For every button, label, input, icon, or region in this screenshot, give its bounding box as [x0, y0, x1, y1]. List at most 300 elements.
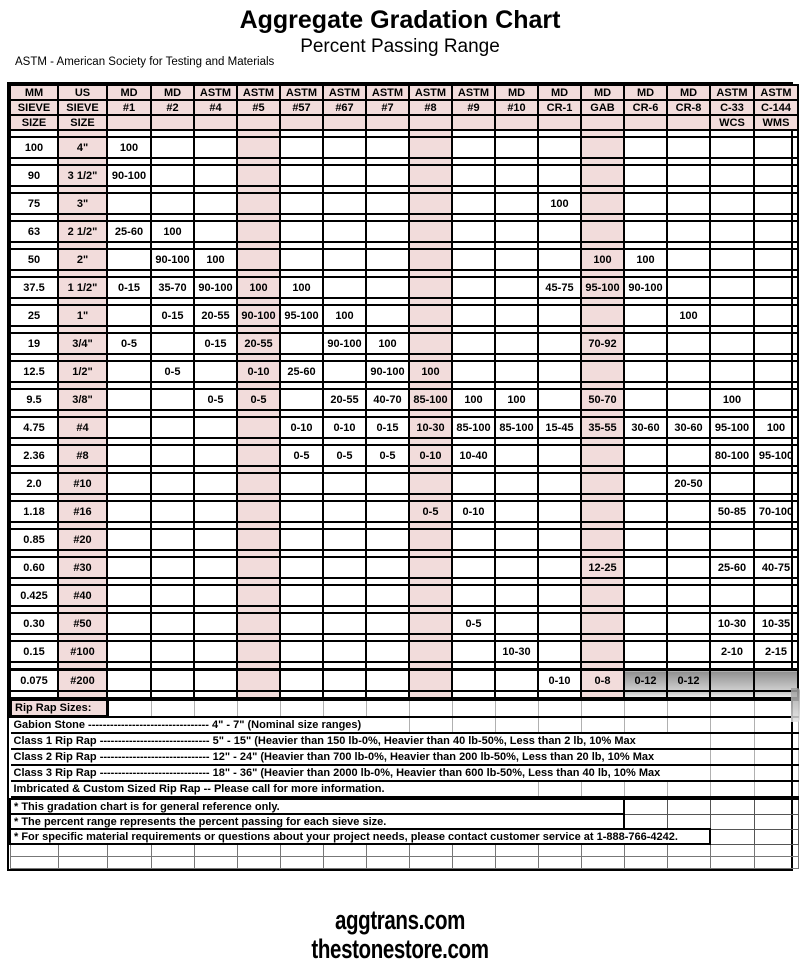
spacer-cell [624, 130, 667, 137]
spacer-cell [280, 158, 323, 165]
spacer-cell [754, 326, 798, 333]
grid-cell [495, 333, 538, 354]
col-header-cr-8: CR-8 [667, 100, 710, 115]
grid-cell [495, 557, 538, 578]
grid-cell: 0-10 [237, 361, 280, 382]
spacer-cell [538, 494, 581, 501]
astm-legend: ASTM - American Society for Testing and Materials [15, 56, 275, 68]
spacer-cell [151, 354, 194, 361]
spacer-cell [495, 270, 538, 277]
spacer-cell [710, 550, 754, 557]
grid-cell [366, 585, 409, 606]
spacer-cell [10, 354, 58, 361]
spacer-cell [754, 270, 798, 277]
spacer-cell [58, 550, 107, 557]
grid-cell [151, 417, 194, 438]
spacer-row [10, 438, 798, 445]
spacer-cell [237, 634, 280, 641]
grid-cell [495, 361, 538, 382]
blank-cell [624, 857, 667, 869]
spacer-cell [409, 466, 452, 473]
spacer-cell [280, 298, 323, 305]
spacer-cell [280, 522, 323, 529]
spacer-cell [581, 242, 624, 249]
spacer-cell [495, 354, 538, 361]
mm-sieve-cell: 100 [10, 137, 58, 158]
grid-cell: 95-100 [581, 277, 624, 298]
spacer-cell [452, 130, 495, 137]
col-header-c-33: C-33 [710, 100, 754, 115]
grid-cell: 95-100 [280, 305, 323, 326]
grid-cell [667, 137, 710, 158]
spacer-cell [667, 242, 710, 249]
col-header-cr-6: CR-6 [624, 100, 667, 115]
spacer-cell [538, 606, 581, 613]
grid-cell: 0-5 [107, 333, 151, 354]
riprap-empty-cell [625, 700, 668, 717]
mm-sieve-cell: 2.36 [10, 445, 58, 466]
grid-cell [151, 193, 194, 214]
spacer-cell [495, 466, 538, 473]
grid-cell [667, 389, 710, 410]
riprap-empty-cell [582, 781, 625, 797]
spacer-cell [151, 522, 194, 529]
grid-cell [581, 165, 624, 186]
spacer-row [10, 466, 798, 473]
spacer-cell [10, 410, 58, 417]
spacer-cell [58, 522, 107, 529]
table-row [10, 473, 798, 494]
spacer-cell [581, 691, 624, 698]
spacer-cell [10, 466, 58, 473]
spacer-cell [667, 438, 710, 445]
blank-cell [667, 857, 710, 869]
mm-sieve-cell: 0.425 [10, 585, 58, 606]
grid-cell: 20-50 [667, 473, 710, 494]
spacer-cell [323, 270, 366, 277]
grid-cell [710, 529, 754, 550]
grid-cell [754, 361, 798, 382]
spacer-cell [452, 634, 495, 641]
grid-cell [280, 585, 323, 606]
grid-cell: 100 [667, 305, 710, 326]
grid-cell: 2-10 [710, 641, 754, 662]
riprap-row [11, 717, 799, 734]
grid-cell: 85-100 [452, 417, 495, 438]
us-sieve-cell: #200 [58, 670, 107, 692]
grid-cell [495, 501, 538, 522]
spacer-cell [710, 522, 754, 529]
spacer-cell [538, 522, 581, 529]
spacer-cell [151, 578, 194, 585]
riprap-empty-cell [668, 717, 711, 734]
grid-cell [151, 137, 194, 158]
spacer-cell [151, 298, 194, 305]
blank-cell [538, 844, 581, 857]
mm-sieve-cell: 1.18 [10, 501, 58, 522]
grid-cell [151, 529, 194, 550]
blank-cell [280, 857, 323, 869]
spacer-cell [409, 634, 452, 641]
table-row [10, 249, 798, 270]
spacer-cell [452, 494, 495, 501]
spacer-cell [107, 466, 151, 473]
spacer-cell [10, 186, 58, 193]
spacer-cell [10, 662, 58, 670]
spacer-cell [581, 270, 624, 277]
spacer-cell [280, 466, 323, 473]
spacer-cell [194, 270, 237, 277]
spacer-cell [538, 410, 581, 417]
grid-cell [323, 137, 366, 158]
riprap-empty-cell [625, 781, 668, 797]
riprap-empty-cell [453, 717, 496, 734]
grid-cell [237, 613, 280, 634]
grid-cell [194, 585, 237, 606]
grid-cell [151, 585, 194, 606]
mm-sieve-cell: 0.15 [10, 641, 58, 662]
spacer-cell [151, 186, 194, 193]
spacer-cell [667, 634, 710, 641]
grid-cell [409, 473, 452, 494]
blank-cell [58, 844, 107, 857]
note-text: * The percent range represents the percent passing for each sieve size. [10, 814, 624, 829]
spacer-cell [581, 494, 624, 501]
grid-cell [452, 557, 495, 578]
col-header-num8: ASTM [409, 85, 452, 100]
grid-cell [581, 473, 624, 494]
spacer-cell [710, 494, 754, 501]
spacer-row [10, 606, 798, 613]
grid-cell [710, 221, 754, 242]
grid-cell [409, 221, 452, 242]
grid-cell: 0-5 [194, 389, 237, 410]
spacer-cell [366, 466, 409, 473]
blank-cell [280, 844, 323, 857]
spacer-cell [667, 494, 710, 501]
grid-cell [366, 221, 409, 242]
grid-cell [237, 473, 280, 494]
grid-cell [452, 249, 495, 270]
grid-cell [624, 445, 667, 466]
grid-cell: 90-100 [107, 165, 151, 186]
grid-cell [667, 165, 710, 186]
spacer-row [10, 662, 798, 670]
grid-cell: 50-70 [581, 389, 624, 410]
grid-cell: 0-15 [151, 305, 194, 326]
grid-cell [624, 473, 667, 494]
table-row [10, 333, 798, 354]
blank-cell [366, 857, 409, 869]
spacer-cell [151, 438, 194, 445]
riprap-empty-cell [755, 733, 799, 749]
spacer-cell [58, 158, 107, 165]
spacer-cell [151, 158, 194, 165]
spacer-cell [754, 606, 798, 613]
grid-cell [280, 501, 323, 522]
col-header-gab: MD [581, 85, 624, 100]
grid-cell [581, 445, 624, 466]
grid-cell [237, 641, 280, 662]
scan-shadow-artifact [791, 688, 800, 722]
grid-cell: 0-10 [538, 670, 581, 692]
grid-cell [538, 641, 581, 662]
blank-cell [10, 844, 58, 857]
spacer-cell [58, 382, 107, 389]
spacer-cell [754, 578, 798, 585]
col-header-sieve: SIZE [10, 115, 58, 130]
spacer-cell [710, 158, 754, 165]
grid-cell [107, 445, 151, 466]
spacer-cell [151, 606, 194, 613]
note-empty-cell [754, 799, 798, 814]
grid-cell [624, 361, 667, 382]
grid-cell [409, 305, 452, 326]
spacer-row [10, 494, 798, 501]
blank-cell [495, 857, 538, 869]
spacer-cell [538, 634, 581, 641]
spacer-cell [58, 691, 107, 698]
spacer-cell [624, 242, 667, 249]
spacer-row [10, 522, 798, 529]
spacer-cell [409, 550, 452, 557]
spacer-cell [581, 214, 624, 221]
spacer-cell [624, 382, 667, 389]
spacer-cell [194, 130, 237, 137]
grid-cell [366, 137, 409, 158]
grid-cell [754, 165, 798, 186]
grid-cell: 0-10 [409, 445, 452, 466]
grid-cell [452, 473, 495, 494]
grid-cell [280, 193, 323, 214]
grid-cell [754, 193, 798, 214]
grid-cell: 30-60 [667, 417, 710, 438]
us-sieve-cell: 2" [58, 249, 107, 270]
spacer-cell [323, 382, 366, 389]
riprap-empty-cell [668, 781, 711, 797]
spacer-cell [323, 354, 366, 361]
blank-cell [624, 844, 667, 857]
riprap-empty-cell [453, 700, 496, 717]
riprap-empty-cell [711, 781, 755, 797]
spacer-cell [323, 691, 366, 698]
grid-cell [366, 670, 409, 692]
grid-cell [409, 137, 452, 158]
riprap-line: Gabion Stone --------------------------------- 4" - 7" (Nominal size ranges) [11, 717, 410, 734]
col-header-num67: #67 [323, 100, 366, 115]
grid-cell: 25-60 [710, 557, 754, 578]
grid-cell: 100 [624, 249, 667, 270]
spacer-cell [58, 130, 107, 137]
grid-cell [194, 221, 237, 242]
spacer-cell [366, 691, 409, 698]
blank-cell [107, 844, 151, 857]
grid-cell [409, 641, 452, 662]
blank-cell [710, 844, 754, 857]
blank-cell [452, 844, 495, 857]
grid-cell: 90-100 [194, 277, 237, 298]
grid-cell: 0-5 [409, 501, 452, 522]
spacer-cell [581, 466, 624, 473]
spacer-cell [323, 634, 366, 641]
spacer-cell [495, 158, 538, 165]
blank-cell [754, 857, 798, 869]
spacer-cell [581, 354, 624, 361]
spacer-cell [237, 214, 280, 221]
spacer-cell [452, 550, 495, 557]
spacer-cell [754, 494, 798, 501]
grid-cell: 0-8 [581, 670, 624, 692]
grid-cell [237, 193, 280, 214]
grid-cell [452, 305, 495, 326]
spacer-cell [624, 158, 667, 165]
spacer-cell [409, 410, 452, 417]
grid-cell [323, 221, 366, 242]
grid-cell: 100 [754, 417, 798, 438]
grid-cell: 50-85 [710, 501, 754, 522]
spacer-cell [366, 326, 409, 333]
blank-cell [581, 857, 624, 869]
spacer-cell [280, 634, 323, 641]
spacer-cell [194, 606, 237, 613]
spacer-cell [754, 186, 798, 193]
grid-cell [495, 585, 538, 606]
spacer-cell [710, 214, 754, 221]
spacer-cell [667, 298, 710, 305]
grid-cell: 25-60 [280, 361, 323, 382]
spacer-row [10, 382, 798, 389]
table-row [10, 501, 798, 522]
grid-cell: 80-100 [710, 445, 754, 466]
spacer-cell [107, 606, 151, 613]
spacer-cell [237, 186, 280, 193]
grid-cell [194, 137, 237, 158]
spacer-cell [624, 466, 667, 473]
spacer-cell [710, 438, 754, 445]
spacer-cell [194, 550, 237, 557]
spacer-cell [754, 410, 798, 417]
spacer-cell [624, 438, 667, 445]
grid-cell [323, 613, 366, 634]
col-header-sieve: US [58, 85, 107, 100]
col-header-cr-1: MD [538, 85, 581, 100]
grid-cell: 20-55 [194, 305, 237, 326]
spacer-cell [237, 354, 280, 361]
grid-cell [581, 585, 624, 606]
us-sieve-cell: 1 1/2" [58, 277, 107, 298]
riprap-line: Class 3 Rip Rap ------------------------------ 18" - 36" (Heavier than 2000 lb-0%, Heavier than 600 lb-50%, Less than 40 lb, 10% Max [11, 765, 711, 781]
grid-cell [754, 333, 798, 354]
spacer-cell [194, 438, 237, 445]
spacer-cell [366, 186, 409, 193]
spacer-cell [237, 270, 280, 277]
grid-cell [237, 501, 280, 522]
grid-cell [452, 277, 495, 298]
grid-cell [624, 305, 667, 326]
grid-cell [495, 277, 538, 298]
spacer-cell [107, 158, 151, 165]
spacer-cell [10, 130, 58, 137]
grid-cell: 90-100 [151, 249, 194, 270]
grid-cell: 35-70 [151, 277, 194, 298]
spacer-cell [151, 130, 194, 137]
spacer-cell [237, 522, 280, 529]
spacer-cell [10, 522, 58, 529]
spacer-cell [58, 326, 107, 333]
spacer-cell [366, 606, 409, 613]
spacer-cell [710, 270, 754, 277]
riprap-empty-cell [496, 717, 539, 734]
spacer-cell [280, 410, 323, 417]
spacer-cell [495, 691, 538, 698]
spacer-cell [409, 242, 452, 249]
spacer-cell [409, 214, 452, 221]
spacer-cell [624, 662, 667, 670]
blank-cell [194, 844, 237, 857]
col-header-c-33: ASTM [710, 85, 754, 100]
spacer-cell [452, 466, 495, 473]
grid-cell: 30-60 [624, 417, 667, 438]
blank-cell [754, 844, 798, 857]
grid-cell: 100 [107, 137, 151, 158]
spacer-cell [754, 550, 798, 557]
spacer-cell [323, 550, 366, 557]
grid-cell [538, 557, 581, 578]
spacer-cell [194, 382, 237, 389]
spacer-cell [323, 438, 366, 445]
blank-cell [366, 844, 409, 857]
table-row [10, 641, 798, 662]
grid-cell [538, 613, 581, 634]
spacer-cell [58, 214, 107, 221]
grid-cell [538, 221, 581, 242]
spacer-cell [10, 691, 58, 698]
grid-cell [107, 249, 151, 270]
spacer-cell [194, 410, 237, 417]
spacer-cell [624, 326, 667, 333]
spacer-cell [107, 326, 151, 333]
grid-cell [495, 529, 538, 550]
spacer-cell [754, 130, 798, 137]
spacer-cell [538, 438, 581, 445]
grid-cell [194, 641, 237, 662]
spacer-cell [280, 354, 323, 361]
grid-cell [107, 557, 151, 578]
note-row [10, 799, 798, 814]
grid-cell: 15-45 [538, 417, 581, 438]
grid-cell [754, 473, 798, 494]
col-header-cr-1: CR-1 [538, 100, 581, 115]
riprap-empty-cell [582, 717, 625, 734]
footer [0, 906, 800, 964]
spacer-cell [10, 242, 58, 249]
grid-cell: 100 [409, 361, 452, 382]
grid-cell [280, 613, 323, 634]
grid-cell [624, 165, 667, 186]
grid-cell: 90-100 [624, 277, 667, 298]
spacer-cell [754, 522, 798, 529]
riprap-row [11, 733, 799, 749]
grid-cell [151, 473, 194, 494]
table-row [10, 389, 798, 410]
spacer-cell [710, 186, 754, 193]
riprap-empty-cell [281, 700, 324, 717]
spacer-cell [10, 550, 58, 557]
col-header-num5 [237, 115, 280, 130]
grid-cell: 100 [538, 193, 581, 214]
col-header-cr-1 [538, 115, 581, 130]
spacer-cell [107, 354, 151, 361]
